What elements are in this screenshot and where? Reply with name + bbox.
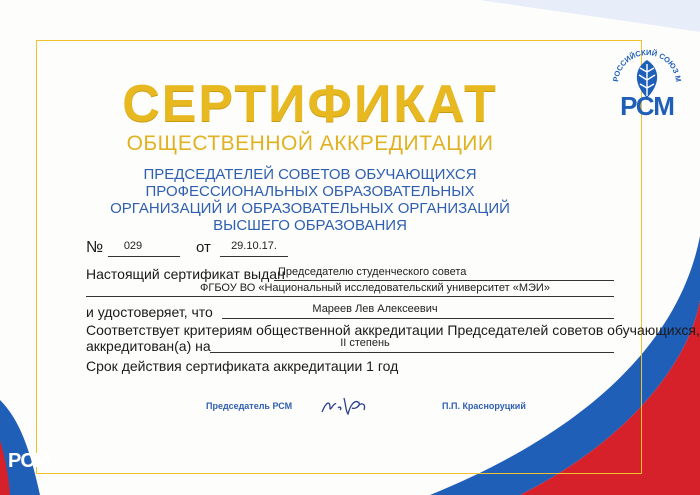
rsm-logo-abbr: РСМ	[620, 91, 674, 121]
rsm-logo-bottom: РСМ	[8, 450, 51, 472]
certificate-title: СЕРТИФИКАТ	[122, 75, 498, 133]
number-underline	[108, 256, 180, 257]
issued-value-line2: ФГБОУ ВО «Национальный исследовательский университет «МЭИ»	[200, 282, 550, 294]
certifies-value: Мареев Лев Алексеевич	[312, 303, 438, 315]
accredited-label: аккредитован(а) на	[86, 338, 211, 354]
accredited-value: II степень	[340, 337, 390, 349]
validity-text: Срок действия сертификата аккредитации 1 год	[86, 358, 399, 374]
issued-value-line1: Председателю студенческого совета	[278, 266, 467, 278]
issued-underline-1	[274, 280, 614, 281]
date-underline	[220, 256, 288, 257]
criteria-text: Соответствует критериям общественной аккредитации Председателей советов обучающихся,	[86, 322, 700, 338]
number-value: 029	[123, 240, 143, 252]
description-line: ВЫСШЕГО ОБРАЗОВАНИЯ	[213, 217, 407, 234]
date-value: 29.10.17.	[231, 240, 277, 252]
chairman-name: П.П. Красноруцкий	[442, 401, 526, 411]
description-line: ОРГАНИЗАЦИЙ И ОБРАЗОВАТЕЛЬНЫХ ОРГАНИЗАЦИЙ	[110, 200, 510, 217]
signature-graphic	[318, 392, 372, 418]
rsm-logo	[604, 40, 690, 122]
chairman-label: Председатель РСМ	[206, 401, 293, 411]
number-label: №	[86, 239, 104, 256]
certificate-description	[80, 166, 540, 234]
certifies-label: и удостоверяет, что	[86, 304, 213, 320]
certifies-underline	[222, 318, 614, 319]
certificate-subtitle: ОБЩЕСТВЕННОЙ АККРЕДИТАЦИИ	[126, 132, 494, 155]
issued-underline-2	[86, 296, 614, 297]
svg-text:РОССИЙСКИЙ СОЮЗ МОЛОДЁЖИ: РОССИЙСКИЙ СОЮЗ М	[611, 47, 684, 83]
issued-label: Настоящий сертификат выдан	[86, 266, 285, 282]
description-line: ПРОФЕССИОНАЛЬНЫХ ОБРАЗОВАТЕЛЬНЫХ	[145, 183, 475, 200]
description-line: ПРЕДСЕДАТЕЛЕЙ СОВЕТОВ ОБУЧАЮЩИХСЯ	[143, 166, 477, 183]
accredited-underline	[210, 352, 614, 353]
date-label: от	[196, 239, 211, 256]
